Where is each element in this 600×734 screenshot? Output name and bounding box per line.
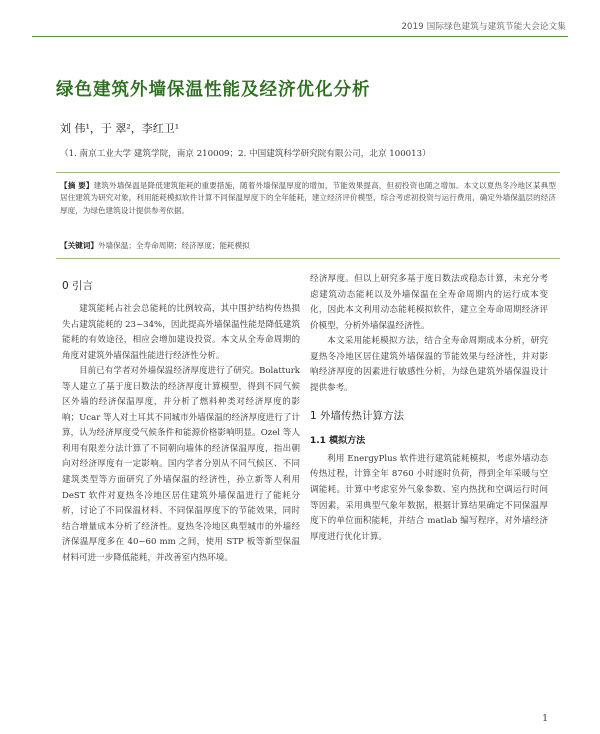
abstract-bottom-rule: [56, 258, 560, 259]
section-heading-method: 1 外墙传热计算方法: [310, 410, 405, 423]
abstract-label: 【摘 要】: [60, 181, 94, 190]
section-heading-introduction: 0 引言: [62, 280, 94, 292]
paragraph: 经济厚度。但以上研究多基于度日数法或稳态计算，未充分考虑建筑动态能耗以及外墙保温在全寿命周期内的运行成本变化，因此本文利用动态能耗模拟软件，建立全寿命周期经济评价模型，分析外墙保温经济性。: [310, 274, 548, 331]
left-column: [62, 272, 300, 566]
subsection-heading-simulation: 1.1 模拟方法: [310, 436, 366, 447]
abstract-top-rule: [56, 172, 560, 173]
header-rule: [32, 36, 568, 37]
abstract: [60, 180, 556, 217]
paragraph: 目前已有学者对外墙保温经济厚度进行了研究。Bolatturk 等人建立了基于度日数法的经济厚度计算模型，得到不同气候区外墙的经济保温厚度，并分析了燃料种类对经济厚度的影响；Ucar 等人对土耳其不同城市外墙保温的经济厚度进行了计算，认为经济厚度受气候条件和能源价格影响明显。Ozel 等人利用有限差分法计算了不同朝向墙体的经济保温厚度，指出朝向对经济厚度有一定影响。国内学者分别从不同气候区、不同建筑类型等方面研究了外墙保温的经济性，孙立新等人利用 DeST 软件对夏热冬冷地区居住建筑外墙保温进行了能耗分析，讨论了不同保温材料、不同保温厚度下的节能效果，同时结合增量成本分析了经济性。夏热冬冷地区典型城市的外墙经济保温厚度多在 40~60 mm 之间，使用 STP 板等新型保温材料可进一步降低能耗，并改善室内热环境。: [62, 366, 300, 563]
page-number: 1: [542, 714, 548, 724]
abstract-text: 建筑外墙保温是降低建筑能耗的重要措施，随着外墙保温厚度的增加，节能效果提高，但初投资也随之增加。本文以夏热冬冷地区某典型居住建筑为研究对象，利用能耗模拟软件计算不同保温厚度下的全年能耗，建立经济评价模型，综合考虑初投资与运行费用，确定外墙保温层的经济厚度，为绿色建筑设计提供参考依据。: [60, 181, 556, 215]
paragraph: 本文采用能耗模拟方法，结合全寿命周期成本分析，研究夏热冬冷地区居住建筑外墙保温的节能效果与经济性，并对影响经济厚度的因素进行敏感性分析，为绿色建筑外墙保温设计提供参考。: [310, 336, 548, 393]
author-list: 刘 伟¹，于 翠²，李红卫¹: [60, 122, 180, 135]
right-column: [310, 272, 548, 545]
keywords-label: 【关键词】: [60, 241, 98, 250]
running-head: 2019 国际绿色建筑与建筑节能大会论文集: [401, 22, 566, 32]
paragraph: 建筑能耗占社会总能耗的比例较高，其中围护结构传热损失占建筑能耗的 23~34%，因此提高外墙保温性能是降低建筑能耗的有效途径，相应会增加建设投资。本文从全寿命周期的角度对建筑外墙保温性能进行经济性分析。: [62, 304, 300, 361]
paper-title: 绿色建筑外墙保温性能及经济优化分析: [56, 80, 371, 100]
keywords: [60, 240, 556, 251]
paragraph: 利用 EnergyPlus 软件进行建筑能耗模拟，考虑外墙动态传热过程，计算全年 8760 小时逐时负荷，得到全年采暖与空调能耗。计算中考虑室外气象参数、室内热扰和空调运行时间等因素，采用典型气象年数据，根据计算结果确定不同保温厚度下的单位面积能耗，并结合 matlab 编写程序，对外墙经济厚度进行优化计算。: [310, 453, 548, 542]
affiliation: （1. 南京工业大学 建筑学院，南京 210009；2. 中国建筑科学研究院有限公司，北京 100013）: [60, 149, 431, 159]
keywords-text: 外墙保温；全寿命周期；经济厚度；能耗模拟: [97, 241, 250, 250]
